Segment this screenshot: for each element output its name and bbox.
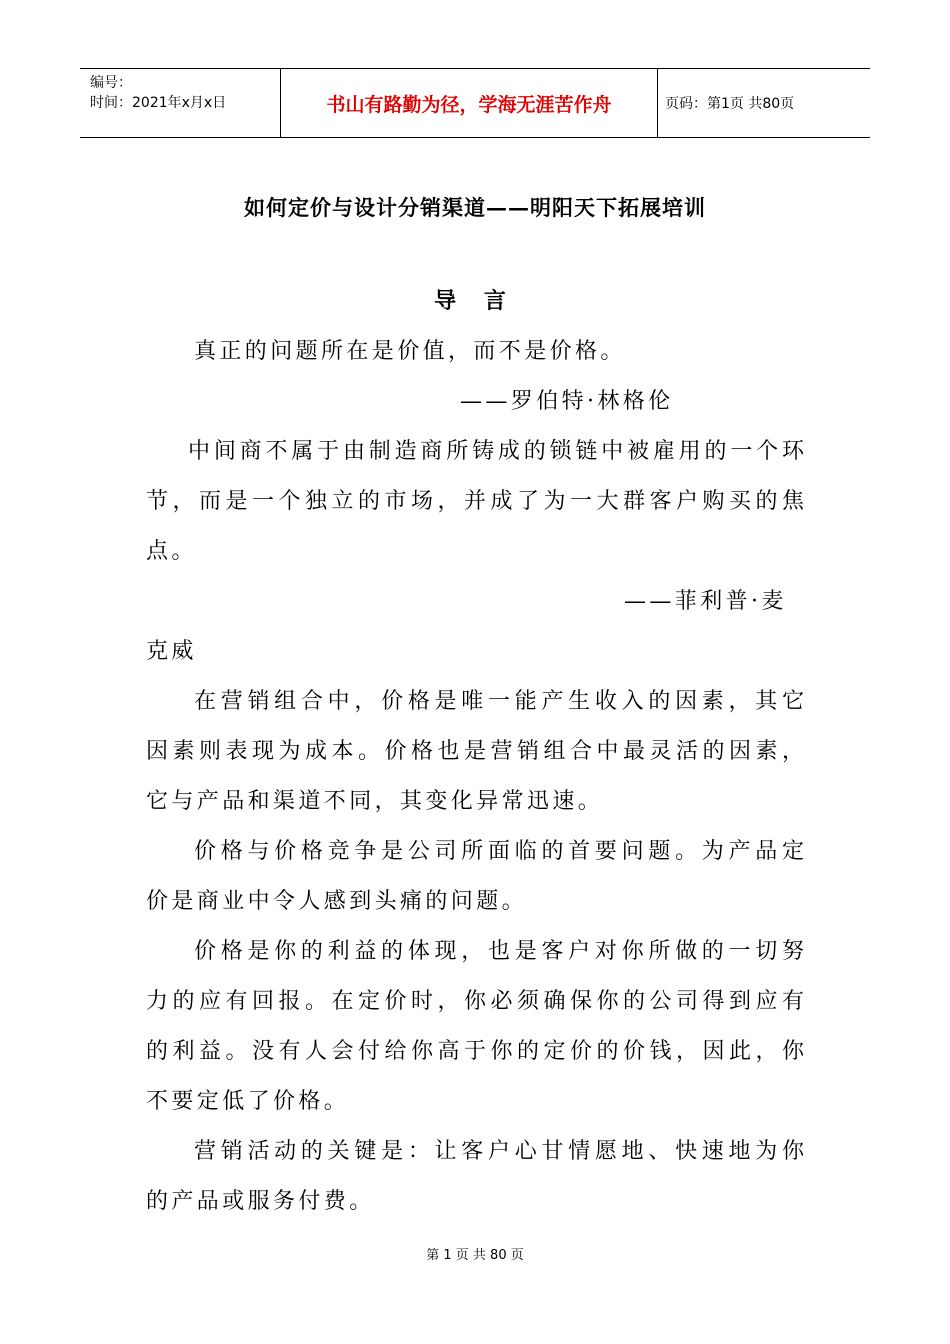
quote-line: 点。: [146, 539, 197, 564]
paragraph-line: 它与产品和渠道不同，其变化异常迅速。: [146, 789, 604, 814]
paragraph-line: 不要定低了价格。: [146, 1089, 350, 1114]
quote-attribution: ——菲利普·麦: [624, 589, 787, 614]
quote-attribution: 克威: [146, 639, 197, 664]
paragraph-line: 价是商业中令人感到头痛的问题。: [146, 889, 528, 914]
quote-attribution: ——罗伯特·林格伦: [460, 389, 674, 414]
document-title: 如何定价与设计分销渠道——明阳天下拓展培训: [244, 195, 706, 220]
header-page-info: 页码：第1页 共80页: [665, 96, 795, 112]
paragraph-line: 的利益。没有人会付给你高于你的定价的价钱，因此，你: [146, 1039, 804, 1064]
header-motto-cell: [280, 69, 658, 137]
paragraph-line: 价格与价格竞争是公司所面临的首要问题。为产品定: [194, 839, 804, 864]
header-page-info-cell: [657, 69, 870, 137]
header-meta: [80, 69, 280, 137]
section-title: 导 言: [434, 288, 516, 314]
time-label: 时间：2021年x月x日: [90, 95, 227, 111]
paragraph-line: 力的应有回报。在定价时，你必须确保你的公司得到应有: [146, 989, 804, 1014]
quote-line: 节，而是一个独立的市场，并成了为一大群客户购买的焦: [146, 489, 804, 514]
quote-line: 真正的问题所在是价值，而不是价格。: [194, 339, 626, 364]
page-header: [80, 68, 870, 138]
serial-label: 编号：: [90, 75, 132, 91]
paragraph-line: 营销活动的关键是：让客户心甘情愿地、快速地为你: [194, 1139, 804, 1164]
header-motto: 书山有路勤为径，学海无涯苦作舟: [326, 93, 612, 116]
paragraph-line: 因素则表现为成本。价格也是营销组合中最灵活的因素，: [146, 739, 804, 764]
paragraph-line: 价格是你的利益的体现，也是客户对你所做的一切努: [194, 939, 804, 964]
quote-line: 中间商不属于由制造商所铸成的锁链中被雇用的一个环: [188, 439, 804, 464]
paragraph-line: 的产品或服务付费。: [146, 1189, 375, 1214]
page-footer: 第 1 页 共 80 页: [426, 1248, 524, 1263]
paragraph-line: 在营销组合中，价格是唯一能产生收入的因素，其它: [194, 689, 804, 714]
